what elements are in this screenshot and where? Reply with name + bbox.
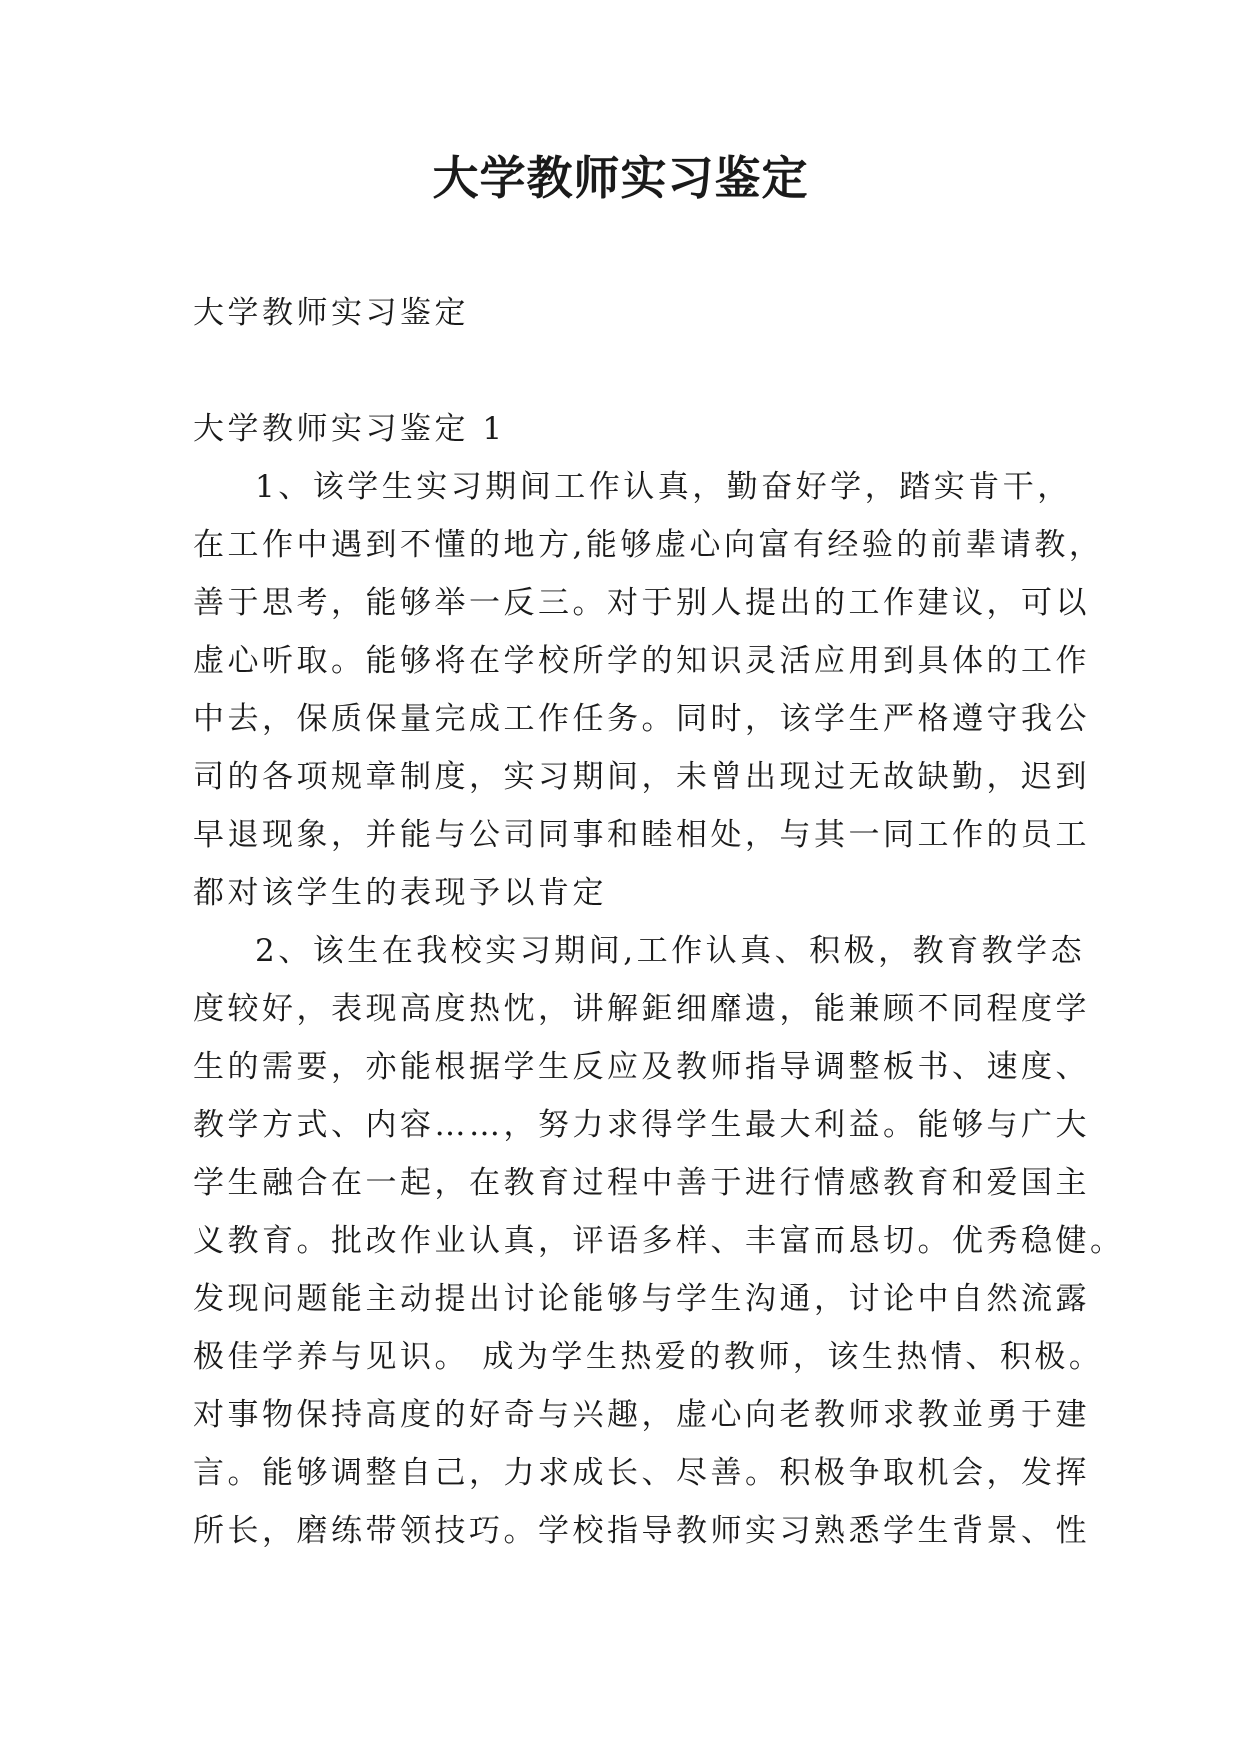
paragraph-line: 发现问题能主动提出讨论能够与学生沟通，讨论中自然流露 (193, 1281, 1090, 1317)
section-title: 大学教师实习鉴定 1 (193, 411, 506, 447)
paragraph-line: 所长，磨练带领技巧。学校指导教师实习熟悉学生背景、性 (193, 1513, 1090, 1549)
paragraph-line: 生的需要，亦能根据学生反应及教师指导调整板书、速度、 (193, 1049, 1090, 1085)
paragraph-line: 1、该学生实习期间工作认真，勤奋好学，踏实肯干， (255, 469, 1072, 505)
paragraph-line: 善于思考，能够举一反三。对于别人提出的工作建议，可以 (193, 585, 1090, 621)
paragraph-line: 对事物保持高度的好奇与兴趣，虚心向老教师求教並勇于建 (193, 1397, 1090, 1433)
document-body (193, 284, 1125, 1560)
paragraph-line: 中去，保质保量完成工作任务。同时，该学生严格遵守我公 (193, 701, 1090, 737)
paragraph-line: 学生融合在一起，在教育过程中善于进行情感教育和爱国主 (193, 1165, 1090, 1201)
paragraph-line: 极佳学养与见识。 成为学生热爱的教师，该生热情、积极。 (193, 1339, 1104, 1375)
document-title: 大学教师实习鉴定 (432, 151, 809, 205)
paragraph-line: 早退现象，并能与公司同事和睦相处，与其一同工作的员工 (193, 817, 1090, 853)
document-subtitle: 大学教师实习鉴定 (193, 295, 469, 331)
paragraph-line: 义教育。批改作业认真，评语多样、丰富而恳切。优秀稳健。 (193, 1223, 1125, 1259)
paragraph-1 (193, 458, 1104, 922)
paragraph-line: 教学方式、内容……，努力求得学生最大利益。能够与广大 (193, 1107, 1090, 1143)
paragraph-line: 司的各项规章制度，实习期间，未曾出现过无故缺勤，迟到 (193, 759, 1090, 795)
paragraph-line: 虚心听取。能够将在学校所学的知识灵活应用到具体的工作 (193, 643, 1090, 679)
paragraph-line: 言。能够调整自己，力求成长、尽善。积极争取机会，发挥 (193, 1455, 1090, 1491)
paragraph-2 (193, 922, 1125, 1560)
paragraph-line: 度较好，表现高度热忱，讲解鉅细靡遗，能兼顾不同程度学 (193, 991, 1090, 1027)
paragraph-line: 在工作中遇到不懂的地方,能够虚心向富有经验的前辈请教， (193, 527, 1104, 563)
paragraph-line: 都对该学生的表现予以肯定 (193, 875, 607, 911)
paragraph-line: 2、该生在我校实习期间,工作认真、积极，教育教学态 (255, 933, 1086, 969)
